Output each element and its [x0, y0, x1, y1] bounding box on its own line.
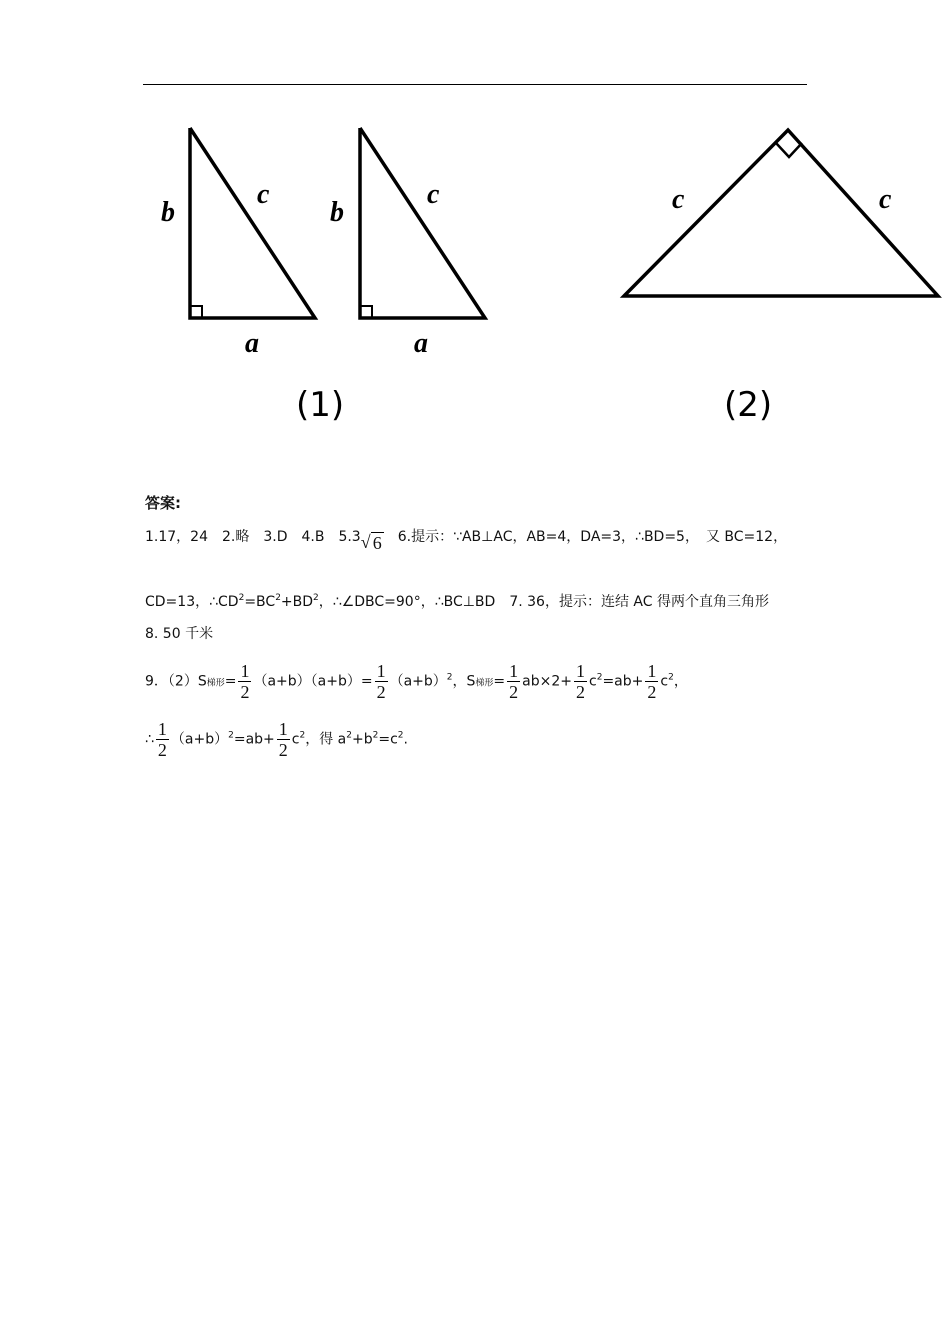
- numerator: 1: [647, 661, 657, 681]
- label-a: a: [414, 328, 428, 359]
- label-c-left: c: [672, 184, 685, 215]
- numerator: 1: [278, 719, 288, 739]
- right-angle-mark: [360, 306, 372, 318]
- fraction-half: [507, 661, 520, 702]
- superscript: 2: [668, 672, 674, 683]
- right-triangle-1b: [330, 128, 485, 359]
- answer-text: 1.17，24 2.略 3.D 4.B 5.3: [145, 529, 361, 545]
- sqrt-expression: √ 6: [360, 532, 382, 553]
- fraction-half: [156, 719, 169, 760]
- superscript: 2: [346, 730, 352, 741]
- denominator: 2: [376, 682, 386, 702]
- triangle-outline: [360, 128, 485, 318]
- subscript: 梯形: [475, 678, 494, 689]
- answer-text: ，S: [452, 673, 476, 690]
- answer-text: ，得 a: [305, 731, 347, 748]
- label-c: c: [427, 179, 440, 210]
- caption-1: (1): [296, 385, 345, 425]
- answer-text: 9．（2）S: [145, 673, 207, 690]
- answer-text: （a+b）: [389, 673, 447, 690]
- superscript: 2: [238, 593, 245, 603]
- answer-text: c: [589, 673, 597, 690]
- answer-text: =ab+: [233, 731, 275, 748]
- answer-line-2: [145, 588, 769, 612]
- denominator: 2: [240, 682, 250, 702]
- superscript: 2: [275, 593, 281, 603]
- radicand: 6: [372, 533, 382, 553]
- answer-text: =ab+: [602, 673, 644, 690]
- answer-text: （a+b）: [170, 731, 229, 748]
- subscript: 梯形: [206, 678, 225, 689]
- caption-2: (2): [724, 385, 773, 425]
- numerator: 1: [576, 661, 585, 681]
- answer-text: c: [291, 731, 300, 748]
- superscript: 2: [228, 730, 234, 741]
- label-a: a: [245, 328, 259, 359]
- answer-text: =: [224, 673, 237, 690]
- answer-text: ，∴∠DBC=90°，∴BC⊥BD 7. 36，提示：连结 AC 得两个直角三角形: [318, 594, 769, 610]
- answer-text: 6.提示：∵AB⊥AC，AB=4，DA=3，∴BD=5， 又 BC=12，: [383, 529, 788, 545]
- label-c: c: [257, 179, 270, 210]
- answers-title: 答案:: [145, 494, 181, 512]
- answer-text: +b: [352, 731, 373, 748]
- denominator: 2: [157, 740, 167, 760]
- right-triangle-1a: [161, 128, 315, 359]
- fraction-half: [238, 661, 251, 702]
- numerator: 1: [240, 661, 250, 681]
- label-b: b: [161, 197, 175, 228]
- answer-text: =BC: [244, 594, 276, 610]
- answer-text: .: [403, 731, 408, 748]
- answer-text: ab×2+: [522, 673, 572, 690]
- answer-text: c: [660, 673, 669, 690]
- answer-text: ，: [673, 673, 688, 690]
- superscript: 2: [596, 672, 603, 683]
- denominator: 2: [647, 682, 657, 702]
- right-angle-mark: [190, 306, 202, 318]
- numerator: 1: [376, 661, 386, 681]
- answer-line-3: 8. 50 千米: [145, 626, 214, 642]
- denominator: 2: [509, 682, 519, 702]
- superscript: 2: [446, 672, 453, 683]
- answer-text: +BD: [280, 594, 314, 610]
- answer-line-4: [145, 661, 688, 702]
- superscript: 2: [397, 730, 404, 741]
- fraction-half: [375, 661, 388, 702]
- superscript: 2: [299, 730, 306, 741]
- label-c-right: c: [879, 184, 892, 215]
- fraction-half: [574, 661, 587, 702]
- answer-line-1: [145, 527, 787, 553]
- label-b: b: [330, 197, 344, 228]
- answer-text: =: [493, 673, 506, 690]
- numerator: 1: [509, 661, 519, 681]
- figures: [0, 0, 950, 460]
- fraction-half: [645, 661, 658, 702]
- denominator: 2: [576, 682, 585, 702]
- right-angle-mark: [776, 143, 802, 157]
- answer-line-5: [145, 719, 408, 760]
- superscript: 2: [313, 593, 319, 603]
- fraction-half: [277, 719, 290, 760]
- answer-text: ∴: [145, 731, 154, 748]
- denominator: 2: [278, 740, 288, 760]
- isosceles-right-triangle: [624, 130, 938, 296]
- superscript: 2: [372, 730, 379, 741]
- answer-text: （a+b）（a+b）=: [253, 673, 373, 690]
- numerator: 1: [157, 719, 167, 739]
- answer-text: CD=13，∴CD: [145, 594, 239, 610]
- answer-text: =c: [378, 731, 398, 748]
- triangle-outline: [190, 128, 315, 318]
